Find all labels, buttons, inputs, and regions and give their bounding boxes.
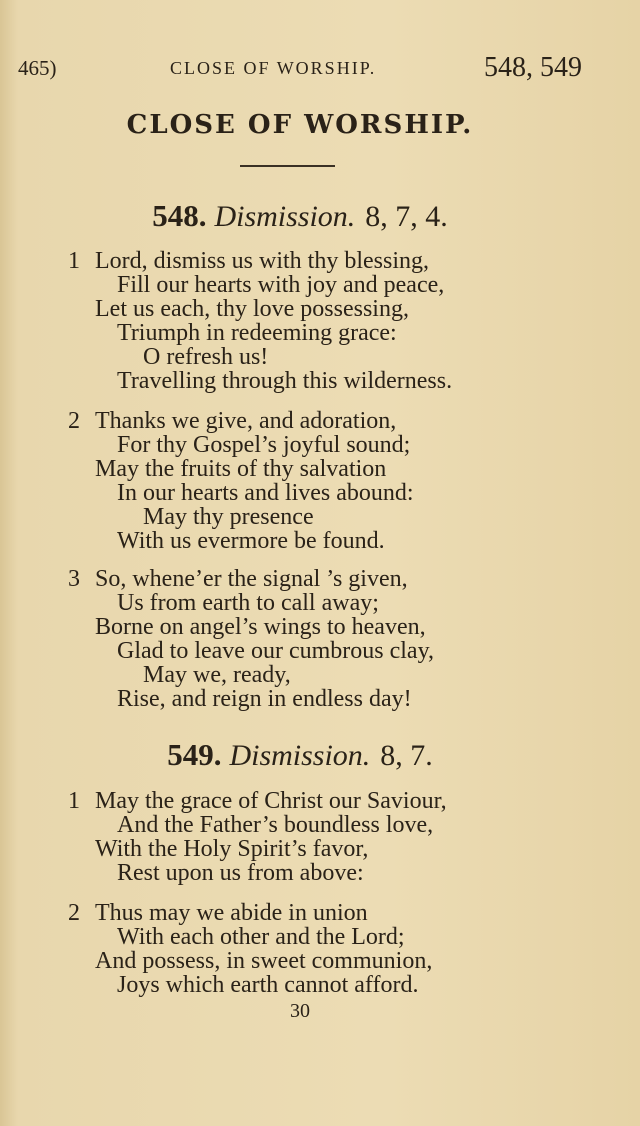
- verse-line: [68, 901, 628, 925]
- title-rule: [240, 165, 335, 167]
- verse-line: Joys which earth cannot afford.: [117, 972, 419, 998]
- verse-line: In our hearts and lives abound:: [117, 480, 414, 506]
- hymn-number: 548.: [152, 198, 207, 233]
- verse-text: Thus may we abide in union: [95, 900, 368, 926]
- verse-line: Rise, and reign in endless day!: [117, 686, 412, 712]
- verse-line: With the Holy Spirit’s favor,: [95, 836, 369, 862]
- stanza-number: 3: [68, 566, 80, 592]
- stanza: [68, 789, 628, 885]
- hymn-number: 549.: [167, 737, 222, 772]
- verse-text: May the grace of Christ our Saviour,: [95, 788, 447, 814]
- verse-line: Let us each, thy love possessing,: [95, 296, 409, 322]
- verse-line: [68, 567, 628, 591]
- verse-line: May we, ready,: [143, 662, 291, 688]
- verse-line: Travelling through this wilderness.: [117, 368, 453, 394]
- page-footer-signature: 30: [290, 1000, 310, 1022]
- verse-line: With us evermore be found.: [117, 528, 385, 554]
- verse-line: O refresh us!: [143, 344, 269, 370]
- verse-line: For thy Gospel’s joyful sound;: [117, 432, 411, 458]
- stanza-number: 2: [68, 408, 80, 434]
- verse-line: With each other and the Lord;: [117, 924, 405, 950]
- verse-text: So, whene’er the signal ’s given,: [95, 566, 408, 592]
- hymn-heading: [0, 737, 600, 773]
- stanza-number: 1: [68, 248, 80, 274]
- stanza: [68, 567, 628, 711]
- verse-line: Borne on angel’s wings to heaven,: [95, 614, 426, 640]
- stanza: [68, 409, 628, 553]
- verse-text: Thanks we give, and adoration,: [95, 408, 397, 434]
- stanza: [68, 901, 628, 997]
- verse-line: [68, 249, 628, 273]
- hymn-title: Dismission.: [214, 200, 356, 233]
- verse-line: And the Father’s boundless love,: [117, 812, 434, 838]
- stanza: [68, 249, 628, 393]
- verse-line: [68, 789, 628, 813]
- hymn-meter: 8, 7.: [380, 739, 433, 772]
- stanza-number: 2: [68, 900, 80, 926]
- verse-line: Rest upon us from above:: [117, 860, 364, 886]
- verse-line: And possess, in sweet communion,: [95, 948, 433, 974]
- verse-line: May the fruits of thy salvation: [95, 456, 387, 482]
- verse-line: [68, 409, 628, 433]
- verse-line: Us from earth to call away;: [117, 590, 379, 616]
- verse-line: May thy presence: [143, 504, 314, 530]
- stanza-number: 1: [68, 788, 80, 814]
- verse-line: Glad to leave our cumbrous clay,: [117, 638, 435, 664]
- verse-text: Lord, dismiss us with thy blessing,: [95, 248, 430, 274]
- hymn-title: Dismission.: [229, 739, 371, 772]
- section-title: CLOSE OF WORSHIP.: [126, 110, 474, 140]
- verse-line: Triumph in redeeming grace:: [117, 320, 397, 346]
- hymn-heading: [0, 198, 600, 234]
- running-head-title: CLOSE OF WORSHIP.: [170, 58, 377, 78]
- verse-line: Fill our hearts with joy and peace,: [117, 272, 445, 298]
- running-head-page-ref: 465): [18, 56, 57, 80]
- running-head-hymn-numbers: 548, 549: [484, 52, 582, 83]
- hymn-meter: 8, 7, 4.: [365, 200, 448, 233]
- running-head: [18, 52, 582, 86]
